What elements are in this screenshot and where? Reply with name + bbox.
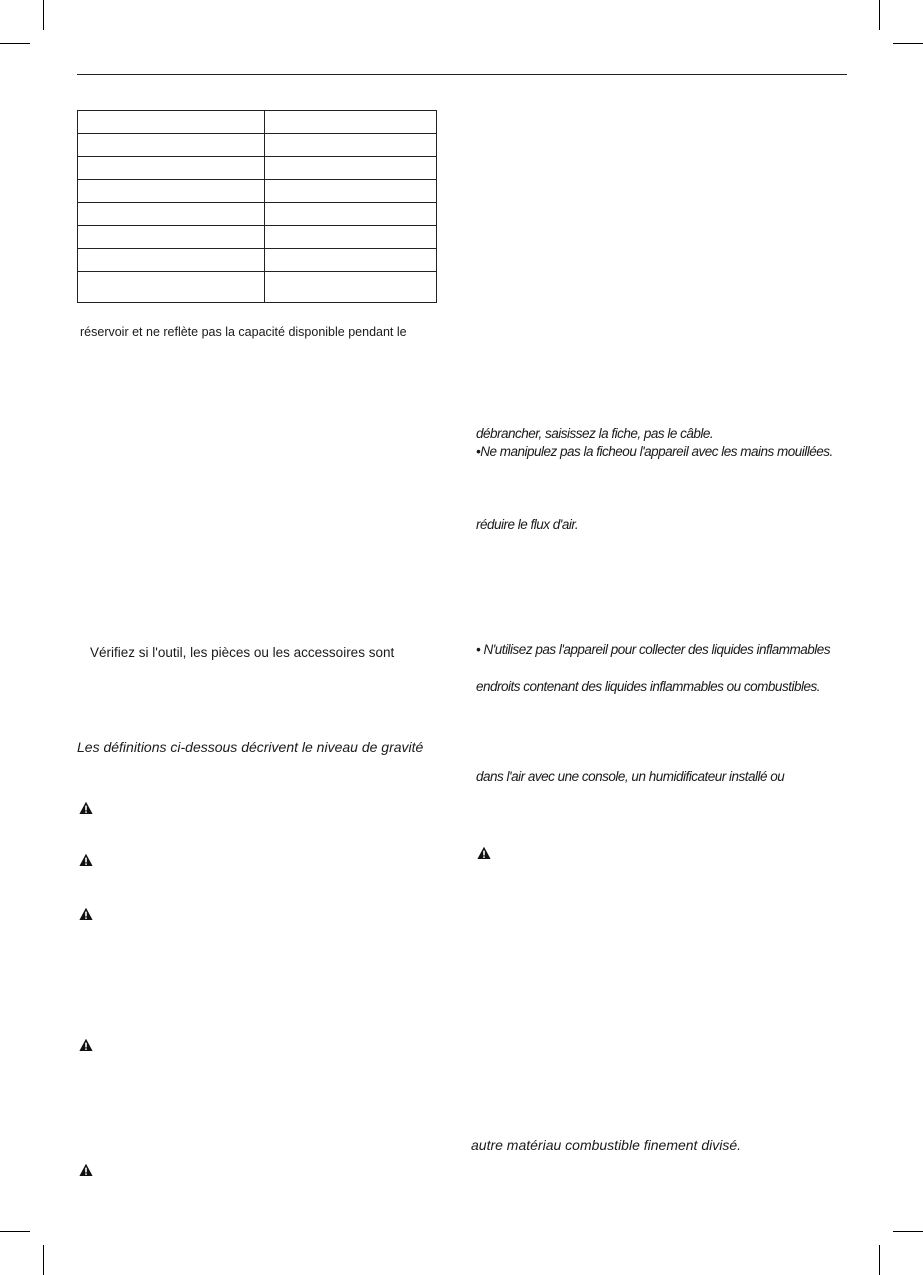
table-cell — [265, 111, 437, 134]
tank-capacity-note: réservoir et ne reflète pas la capacité disponible pendant le — [80, 325, 407, 339]
combustible-places-warning: endroits contenant des liquides inflammables ou combustibles. — [476, 679, 820, 694]
warning-triangle-icon — [79, 907, 93, 921]
table-cell — [265, 226, 437, 249]
crop-mark — [0, 1231, 30, 1232]
warning-triangle-icon — [79, 853, 93, 867]
table-cell — [78, 226, 265, 249]
table-row — [78, 272, 437, 303]
table-cell — [265, 203, 437, 226]
table-cell — [78, 180, 265, 203]
airflow-warning: réduire le flux d'air. — [476, 517, 579, 532]
crop-mark — [43, 1245, 44, 1275]
specification-table — [77, 110, 437, 303]
table-cell — [265, 272, 437, 303]
crop-mark — [879, 1245, 880, 1275]
warning-triangle-icon — [79, 1038, 93, 1052]
warning-triangle-icon — [79, 801, 93, 815]
fine-material-warning: autre matériau combustible finement divisé. — [471, 1137, 742, 1153]
wet-hands-warning: •Ne manipulez pas la ficheou l'appareil avec les mains mouillées. — [476, 444, 833, 459]
table-cell — [78, 111, 265, 134]
crop-mark — [879, 0, 880, 30]
table-row — [78, 249, 437, 272]
warning-triangle-icon — [79, 1163, 93, 1177]
table-row — [78, 134, 437, 157]
humidifier-note: dans l'air avec une console, un humidificateur installé ou — [476, 769, 785, 784]
inspect-parts-note: Vérifiez si l'outil, les pièces ou les accessoires sont — [90, 645, 395, 660]
crop-mark — [893, 43, 923, 44]
crop-mark — [0, 43, 30, 44]
table-cell — [265, 249, 437, 272]
table-row — [78, 180, 437, 203]
definitions-intro: Les définitions ci-dessous décrivent le niveau de gravité — [77, 739, 424, 755]
table-row — [78, 111, 437, 134]
table-cell — [78, 157, 265, 180]
table-cell — [78, 272, 265, 303]
table-cell — [265, 180, 437, 203]
crop-mark — [893, 1231, 923, 1232]
table-row — [78, 226, 437, 249]
crop-mark — [43, 0, 44, 30]
unplug-instruction: débrancher, saisissez la fiche, pas le câble. — [476, 426, 714, 441]
table-cell — [78, 249, 265, 272]
flammable-liquids-warning: • N'utilisez pas l'appareil pour collecter des liquides inflammables — [476, 642, 831, 657]
table-row — [78, 203, 437, 226]
table-cell — [78, 203, 265, 226]
warning-triangle-icon — [477, 846, 491, 860]
table-cell — [78, 134, 265, 157]
table-cell — [265, 157, 437, 180]
table-row — [78, 157, 437, 180]
table-cell — [265, 134, 437, 157]
header-rule — [77, 74, 847, 75]
